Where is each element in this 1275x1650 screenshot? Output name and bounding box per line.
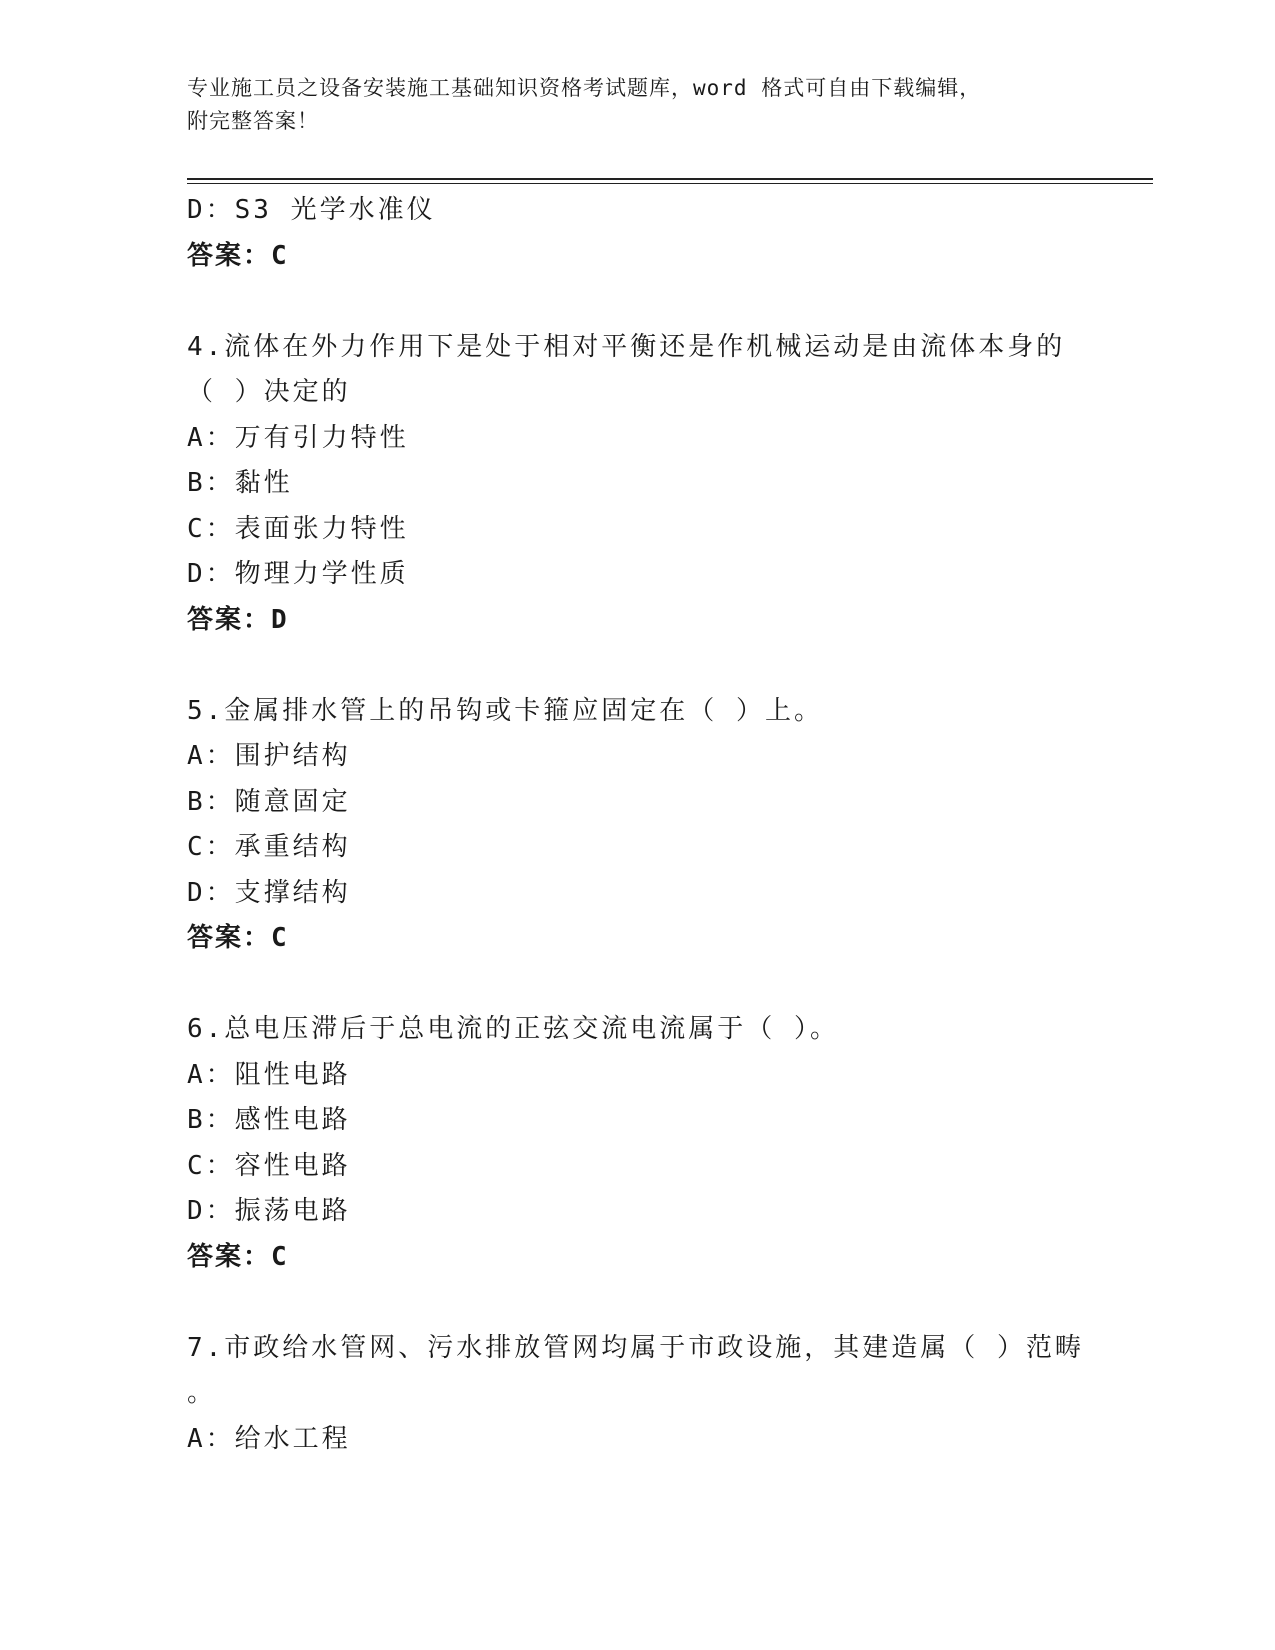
answer: 答案：C: [187, 240, 289, 271]
option-d: D：振荡电路: [187, 1196, 351, 1226]
answer: 答案：D: [187, 604, 289, 635]
question-stem: 7.市政给水管网、污水排放管网均属于市政设施，其建造属（ ）范畴: [187, 1332, 1084, 1363]
question-stem-continuation: （ ）决定的: [187, 377, 351, 407]
question-7: [187, 1326, 1153, 1463]
option-a: A：给水工程: [187, 1423, 351, 1454]
document-header: [187, 72, 1087, 138]
question-5: [187, 689, 1153, 962]
question-6: [187, 1007, 1153, 1280]
option-d: D：支撑结构: [187, 877, 351, 908]
option-b: B：黏性: [187, 468, 293, 498]
option-c: C：承重结构: [187, 832, 351, 862]
option-d: D：物理力学性质: [187, 559, 409, 589]
option-b: B：感性电路: [187, 1105, 351, 1135]
option-a: A：围护结构: [187, 741, 351, 771]
answer: 答案：C: [187, 923, 289, 953]
question-stem: 5.金属排水管上的吊钩或卡箍应固定在（ ）上。: [187, 695, 823, 726]
header-line-2: 附完整答案！: [187, 109, 319, 133]
option-c: C：容性电路: [187, 1150, 351, 1181]
question-stem: 6.总电压滞后于总电流的正弦交流电流属于（ ）。: [187, 1014, 839, 1044]
answer: 答案：C: [187, 1241, 289, 1272]
question-stem: 4.流体在外力作用下是处于相对平衡还是作机械运动是由流体本身的: [187, 331, 1066, 362]
option-d: D：S3 光学水准仪: [187, 195, 436, 225]
header-line-1: 专业施工员之设备安装施工基础知识资格考试题库，word 格式可自由下载编辑，: [187, 76, 982, 100]
header-divider-thin: [187, 183, 1153, 184]
question-4: [187, 325, 1153, 644]
header-divider-thick: [187, 178, 1153, 180]
spacer: [187, 279, 1153, 325]
option-c: C：表面张力特性: [187, 513, 409, 544]
question-list: [187, 188, 1153, 1462]
option-a: A：阻性电路: [187, 1059, 351, 1090]
spacer: [187, 643, 1153, 689]
option-a: A：万有引力特性: [187, 422, 409, 453]
spacer: [187, 1280, 1153, 1326]
option-b: B：随意固定: [187, 786, 351, 817]
spacer: [187, 962, 1153, 1008]
question-stem-continuation: 。: [187, 1378, 217, 1408]
